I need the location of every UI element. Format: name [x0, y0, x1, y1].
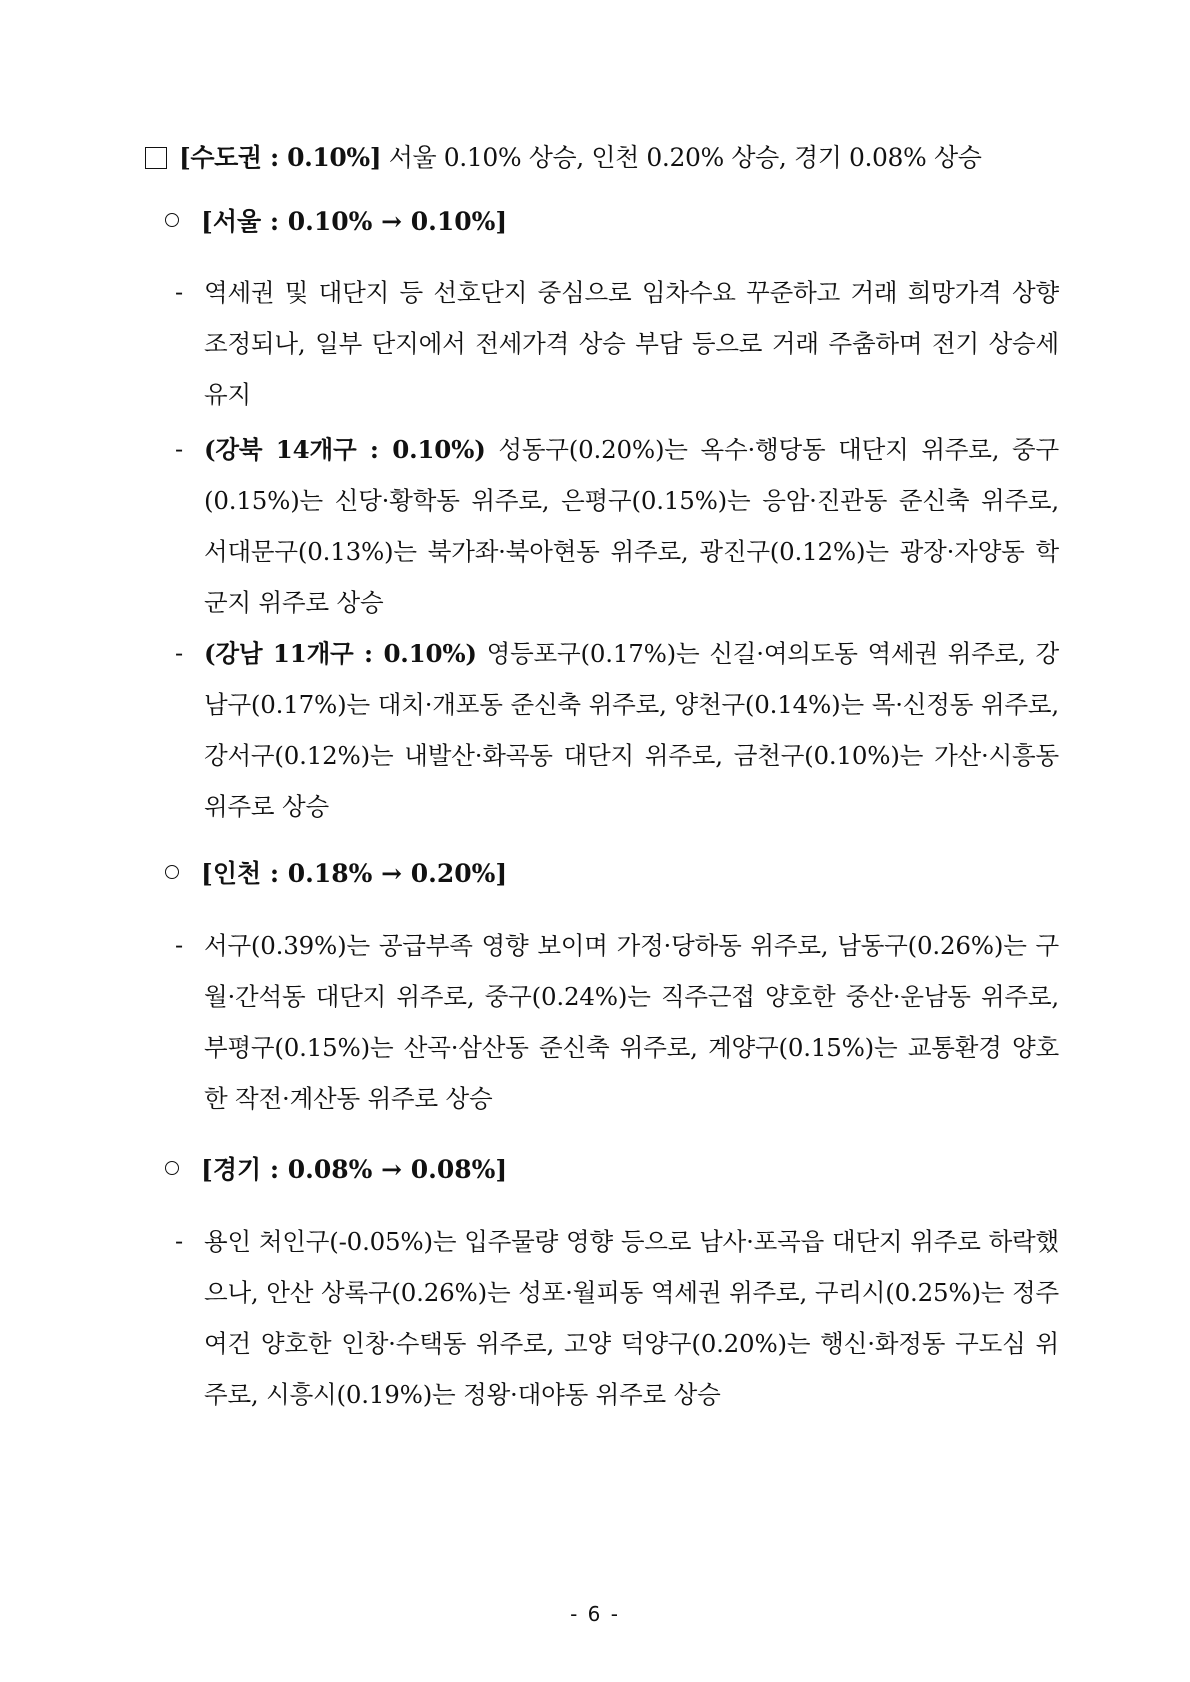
section-heading-gyeonggi — [165, 1150, 965, 1190]
list-item — [175, 920, 1065, 1124]
list-item-text — [204, 628, 1059, 832]
bullet-circle-icon — [165, 865, 179, 879]
region-summary-text: 서울 0.10% 상승, 인천 0.20% 상승, 경기 0.08% 상승 — [381, 143, 982, 172]
list-item-text — [204, 920, 1059, 1124]
section-heading-seoul — [165, 202, 965, 242]
dash-bullet: - — [175, 639, 184, 667]
section-heading-text: [경기 : 0.08% → 0.08%] — [201, 1155, 508, 1184]
region-summary-heading — [145, 138, 1065, 178]
list-item-lead: (강북 14개구 : 0.10%) — [204, 435, 486, 464]
region-summary-label: [수도권 : 0.10%] — [179, 143, 382, 172]
dash-bullet: - — [175, 278, 184, 306]
list-item-lead: (강남 11개구 : 0.10%) — [204, 639, 477, 668]
dash-bullet: - — [175, 931, 184, 959]
list-item-body: 서구(0.39%)는 공급부족 영향 보이며 가정·당하동 위주로, 남동구(0.26%)는 구월·간석동 대단지 위주로, 중구(0.24%)는 직주근접 양호한 중산·운남동 위주로, 부평구(0.15%)는 산곡·삼산동 준신축 위주로, 계양구(0.15%)는 교통환경 양호한 작전·계산동 위주로 상승 — [204, 931, 1059, 1113]
list-item-text — [204, 1216, 1059, 1420]
list-item — [175, 267, 1065, 420]
list-item-text — [204, 424, 1059, 628]
section-heading-text: [서울 : 0.10% → 0.10%] — [201, 207, 508, 236]
checkbox-square-icon — [145, 147, 167, 169]
bullet-circle-icon — [165, 1161, 179, 1175]
list-item-body: 성동구(0.20%)는 옥수·행당동 대단지 위주로, 중구(0.15%)는 신당·황학동 위주로, 은평구(0.15%)는 응암·진관동 준신축 위주로, 서대문구(0.13%)는 북가좌·북아현동 위주로, 광진구(0.12%)는 광장·자양동 학군지 위주로 상승 — [204, 435, 1059, 617]
list-item-body: 용인 처인구(-0.05%)는 입주물량 영향 등으로 남사·포곡읍 대단지 위주로 하락했으나, 안산 상록구(0.26%)는 성포·월피동 역세권 위주로, 구리시(0.25%)는 정주여건 양호한 인창·수택동 위주로, 고양 덕양구(0.20%)는 행신·화정동 구도심 위주로, 시흥시(0.19%)는 정왕·대야동 위주로 상승 — [204, 1227, 1059, 1409]
dash-bullet: - — [175, 1227, 184, 1255]
list-item — [175, 628, 1065, 832]
bullet-circle-icon — [165, 213, 179, 227]
dash-bullet: - — [175, 435, 184, 463]
list-item-body: 영등포구(0.17%)는 신길·여의도동 역세권 위주로, 강남구(0.17%)는 대치·개포동 준신축 위주로, 양천구(0.14%)는 목·신정동 위주로, 강서구(0.12%)는 내발산·화곡동 대단지 위주로, 금천구(0.10%)는 가산·시흥동 위주로 상승 — [204, 639, 1059, 821]
list-item-body: 역세권 및 대단지 등 선호단지 중심으로 임차수요 꾸준하고 거래 희망가격 상향 조정되나, 일부 단지에서 전세가격 상승 부담 등으로 거래 주춤하며 전기 상승세 유지 — [204, 278, 1059, 409]
section-heading-text: [인천 : 0.18% → 0.20%] — [201, 859, 508, 888]
list-item — [175, 424, 1065, 628]
section-heading-incheon — [165, 854, 965, 894]
list-item-text — [204, 267, 1059, 420]
page-number: - 6 - — [570, 1602, 620, 1626]
list-item — [175, 1216, 1065, 1420]
